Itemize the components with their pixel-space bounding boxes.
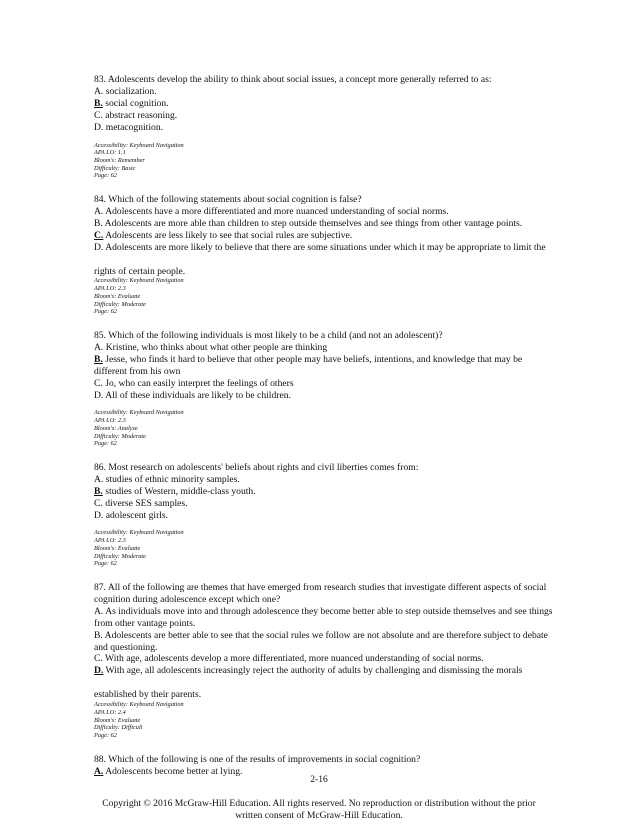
option-text: Adolescents are less likely to see that social rules are subjective. <box>103 229 353 241</box>
option-letter: A. <box>94 765 104 777</box>
answer-option-c-correct <box>94 230 554 242</box>
question-metadata <box>94 277 554 316</box>
meta-page: Page: 62 <box>94 308 117 316</box>
meta-blooms: Bloom's: Evaluate <box>94 716 141 724</box>
option-letter: C. <box>94 109 103 121</box>
question-list <box>94 74 554 783</box>
option-letter: A. <box>94 205 104 217</box>
answer-option-a <box>94 342 554 354</box>
option-letter: A. <box>94 473 104 485</box>
meta-apa-lo: APA LO: 2.3 <box>94 537 126 545</box>
answer-option-b-correct <box>94 486 554 498</box>
answer-option-c <box>94 498 554 510</box>
answer-option-d <box>94 242 554 254</box>
option-text: abstract reasoning. <box>102 109 178 121</box>
question-metadata <box>94 529 554 568</box>
meta-blooms: Bloom's: Analyze <box>94 424 138 432</box>
meta-blooms: Bloom's: Evaluate <box>94 292 141 300</box>
option-letter: B. <box>94 485 103 497</box>
option-letter: B. <box>94 217 103 229</box>
question-stem: 84. Which of the following statements about social cognition is false? <box>94 194 362 206</box>
option-letter: D. <box>94 509 104 521</box>
meta-apa-lo: APA LO: 2.4 <box>94 708 126 716</box>
answer-option-c <box>94 378 554 390</box>
meta-accessibility: Accessibility: Keyboard Navigation <box>94 409 184 417</box>
answer-option-d <box>94 122 554 134</box>
question-metadata <box>94 701 554 740</box>
option-text: Kristine, who thinks about what other people are thinking <box>103 341 328 353</box>
answer-option-b <box>94 630 554 654</box>
option-continuation: established by their parents. <box>94 689 202 701</box>
option-text: Adolescents are better able to see that the social rules we follow are not absolute and are therefore subject to debate and questioning. <box>94 629 548 653</box>
option-text: socialization. <box>103 85 157 97</box>
meta-difficulty: Difficulty: Moderate <box>94 432 146 440</box>
option-text: studies of ethnic minority samples. <box>103 473 240 485</box>
answer-option-a <box>94 474 554 486</box>
option-text: Adolescents become better at lying. <box>103 765 243 777</box>
question-stem: 87. All of the following are themes that have emerged from research studies that investigate different aspects of social cognition during adolescence except which one? <box>94 582 547 605</box>
option-letter: D. <box>94 389 104 401</box>
page-number: 2-16 <box>310 774 328 785</box>
answer-option-c <box>94 110 554 122</box>
meta-difficulty: Difficulty: Difficult <box>94 724 143 732</box>
option-letter: C. <box>94 229 104 241</box>
option-text: studies of Western, middle-class youth. <box>102 485 256 497</box>
option-letter: A. <box>94 605 104 617</box>
meta-page: Page: 62 <box>94 560 117 568</box>
answer-option-c <box>94 653 554 665</box>
option-letter: B. <box>94 97 103 109</box>
question-metadata <box>94 409 554 448</box>
answer-option-a <box>94 606 554 630</box>
option-letter: B. <box>94 629 103 641</box>
meta-blooms: Bloom's: Evaluate <box>94 544 141 552</box>
answer-option-b <box>94 218 554 230</box>
option-text: metacognition. <box>103 121 164 133</box>
option-text: social cognition. <box>102 97 169 109</box>
answer-option-d-correct <box>94 665 554 677</box>
answer-option-b-correct <box>94 354 554 378</box>
question-85 <box>94 330 554 448</box>
meta-page: Page: 62 <box>94 731 117 739</box>
option-text: diverse SES samples. <box>102 497 188 509</box>
copyright-line-1: Copyright © 2016 McGraw-Hill Education. All rights reserved. No reproduction or distribution without the prior <box>102 798 536 809</box>
option-text: Adolescents are more able than children to step outside themselves and see things from other vantage points. <box>102 217 523 229</box>
option-text: Jo, who can easily interpret the feelings of others <box>102 377 294 389</box>
option-text: With age, adolescents develop a more differentiated, more nuanced understanding of social norms. <box>102 653 484 665</box>
meta-difficulty: Difficulty: Moderate <box>94 300 146 308</box>
option-letter: C. <box>94 653 103 665</box>
answer-option-a <box>94 206 554 218</box>
meta-page: Page: 62 <box>94 172 117 180</box>
question-87 <box>94 582 554 740</box>
answer-option-a <box>94 86 554 98</box>
meta-apa-lo: APA LO: 1.1 <box>94 149 126 157</box>
meta-accessibility: Accessibility: Keyboard Navigation <box>94 141 184 149</box>
option-letter: A. <box>94 341 104 353</box>
option-continuation: rights of certain people. <box>94 265 186 277</box>
option-text: Adolescents have a more differentiated and more nuanced understanding of social norms. <box>103 205 449 217</box>
question-stem: 86. Most research on adolescents' beliefs about rights and civil liberties comes from: <box>94 461 419 473</box>
meta-apa-lo: APA LO: 2.3 <box>94 285 126 293</box>
question-84 <box>94 194 554 316</box>
meta-page: Page: 62 <box>94 440 117 448</box>
answer-option-b-correct <box>94 98 554 110</box>
meta-difficulty: Difficulty: Basic <box>94 164 136 172</box>
option-letter: C. <box>94 497 103 509</box>
meta-accessibility: Accessibility: Keyboard Navigation <box>94 529 184 537</box>
spacer <box>94 677 554 689</box>
option-text: All of these individuals are likely to be children. <box>103 389 291 401</box>
option-text: With age, all adolescents increasingly reject the authority of adults by challenging and dismissing the morals <box>103 665 523 677</box>
option-text: Jesse, who finds it hard to believe that other people may have beliefs, intentions, and knowledge that may be different from his own <box>94 353 523 377</box>
option-text: adolescent girls. <box>103 509 169 521</box>
option-letter: B. <box>94 353 103 365</box>
question-stem: 83. Adolescents develop the ability to think about social issues, a concept more generally referred to as: <box>94 74 492 85</box>
meta-accessibility: Accessibility: Keyboard Navigation <box>94 277 184 285</box>
meta-apa-lo: APA LO: 2.3 <box>94 417 126 425</box>
option-letter: D. <box>94 241 104 253</box>
question-metadata <box>94 142 554 181</box>
question-86 <box>94 462 554 568</box>
meta-accessibility: Accessibility: Keyboard Navigation <box>94 701 184 709</box>
meta-blooms: Bloom's: Remember <box>94 156 145 164</box>
option-letter: D. <box>94 121 104 133</box>
option-letter: C. <box>94 377 103 389</box>
copyright-line-2: written consent of McGraw-Hill Education. <box>235 810 403 821</box>
question-83 <box>94 74 554 180</box>
question-stem: 88. Which of the following is one of the results of improvements in social cognition? <box>94 753 421 765</box>
meta-difficulty: Difficulty: Moderate <box>94 552 146 560</box>
option-letter: D. <box>94 665 104 677</box>
question-stem: 85. Which of the following individuals is most likely to be a child (and not an adolescent)? <box>94 330 443 341</box>
option-text: Adolescents are more likely to believe that there are some situations under which it may be appropriate to limit the <box>103 241 546 253</box>
option-letter: A. <box>94 85 104 97</box>
spacer <box>94 254 554 266</box>
option-text: As individuals move into and through adolescence they become better able to step outside themselves and see things from other vantage points. <box>94 605 553 629</box>
answer-option-d <box>94 390 554 402</box>
answer-option-d <box>94 510 554 522</box>
